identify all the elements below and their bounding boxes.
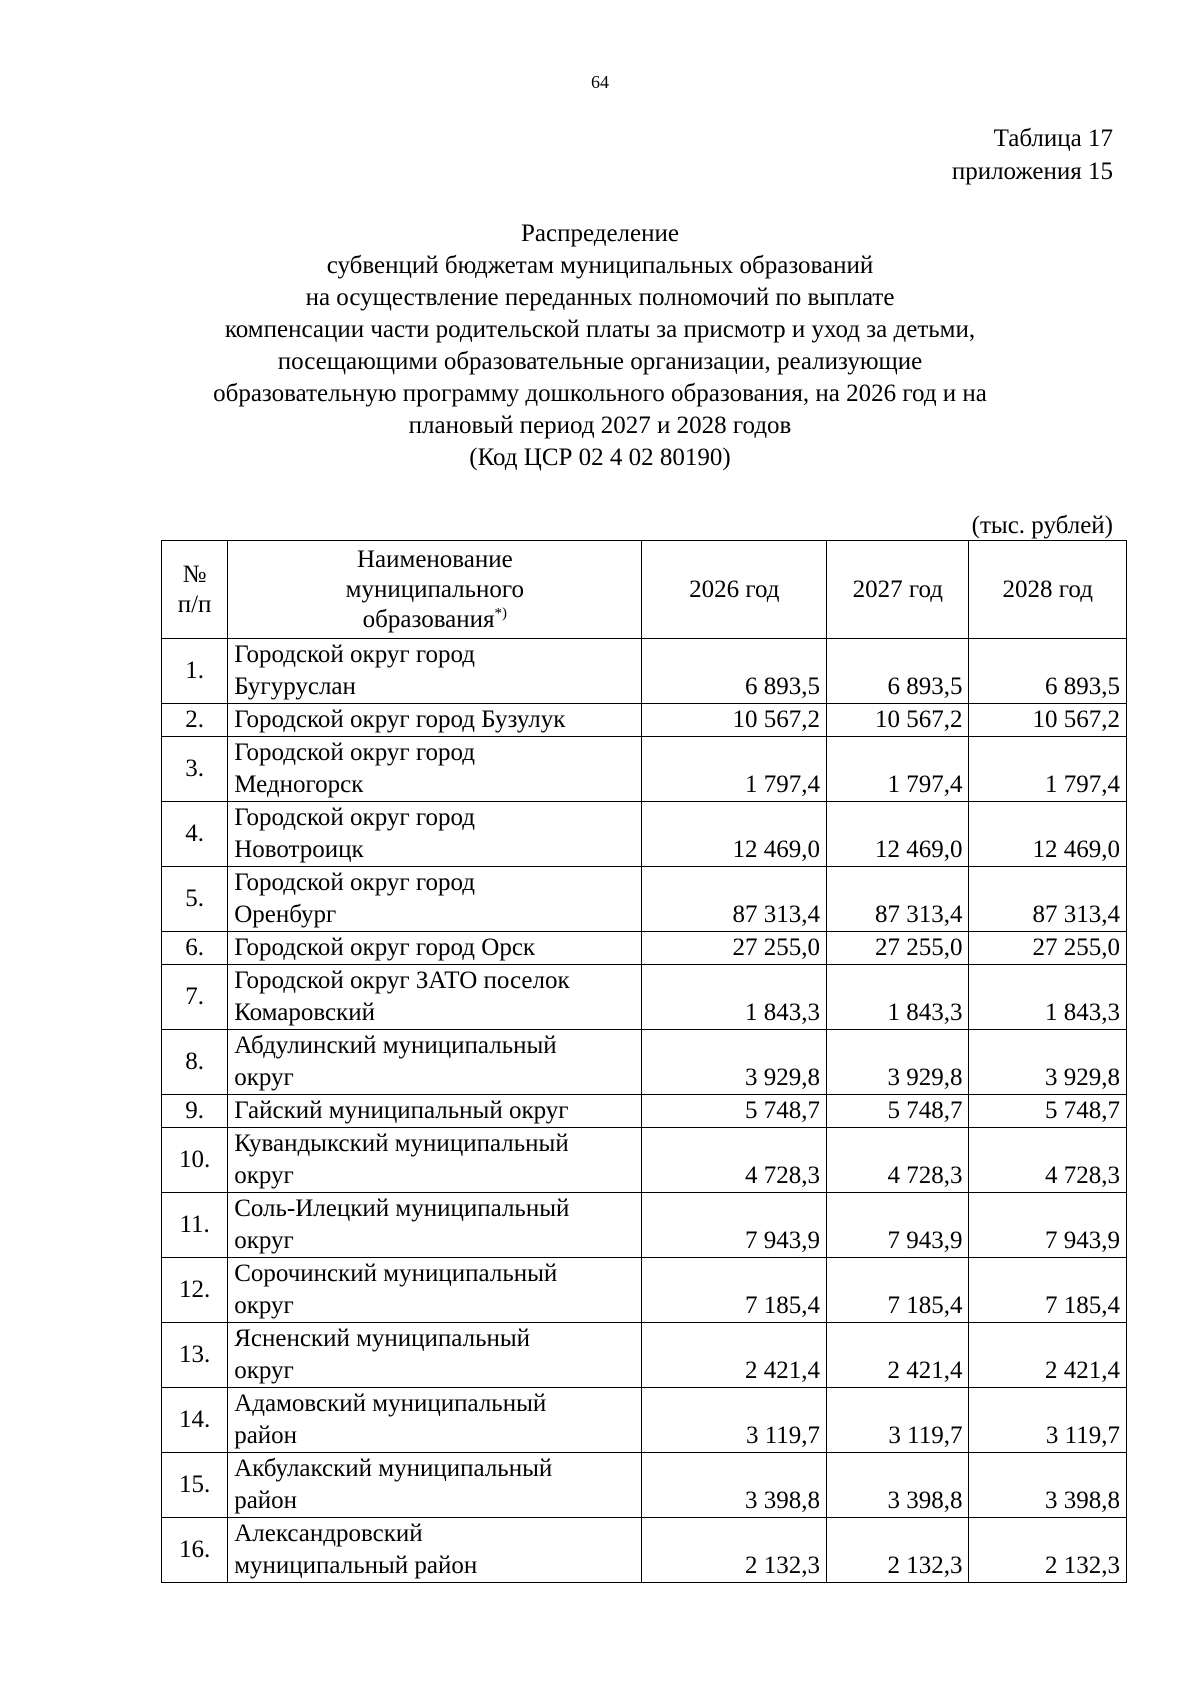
row-number: 1. bbox=[162, 639, 228, 704]
amount-2028: 6 893,5 bbox=[969, 639, 1127, 704]
municipality-name bbox=[228, 802, 642, 867]
table-row bbox=[162, 932, 1127, 965]
municipality-name-line: Сорочинский муниципальный bbox=[234, 1260, 558, 1287]
table-ref-line-1: Таблица 17 bbox=[993, 125, 1113, 152]
amount-2028: 7 185,4 bbox=[969, 1258, 1127, 1323]
amount-2026: 3 929,8 bbox=[642, 1030, 827, 1095]
municipality-name-line: Медногорск bbox=[234, 771, 364, 798]
row-number: 10. bbox=[162, 1128, 228, 1193]
table-row bbox=[162, 704, 1127, 737]
municipality-name bbox=[228, 1258, 642, 1323]
municipality-name-line: Городской округ город Орск bbox=[234, 934, 536, 961]
amount-2026: 2 421,4 bbox=[642, 1323, 827, 1388]
municipality-name-line: Ясненский муниципальный bbox=[234, 1325, 531, 1352]
amount-2028: 27 255,0 bbox=[969, 932, 1127, 965]
amount-2027: 7 185,4 bbox=[827, 1258, 969, 1323]
heading-line: (Код ЦСР 02 4 02 80190) bbox=[469, 444, 731, 471]
municipality-name bbox=[228, 965, 642, 1030]
row-number: 5. bbox=[162, 867, 228, 932]
municipality-name bbox=[228, 1095, 642, 1128]
amount-2028: 1 843,3 bbox=[969, 965, 1127, 1030]
amount-2027: 27 255,0 bbox=[827, 932, 969, 965]
footnote-marker: *) bbox=[494, 605, 508, 622]
amount-2026: 27 255,0 bbox=[642, 932, 827, 965]
table-row bbox=[162, 1453, 1127, 1518]
amount-2026: 2 132,3 bbox=[642, 1518, 827, 1583]
amount-2027: 2 132,3 bbox=[827, 1518, 969, 1583]
municipality-name bbox=[228, 867, 642, 932]
municipality-name-line: Городской округ город bbox=[234, 804, 476, 831]
header-name: Наименование муниципального образования*) bbox=[228, 541, 642, 639]
table-row bbox=[162, 639, 1127, 704]
municipality-name-line: Бугуруслан bbox=[234, 673, 356, 700]
table-body bbox=[162, 639, 1127, 1583]
amount-2027: 12 469,0 bbox=[827, 802, 969, 867]
heading-line: субвенций бюджетам муниципальных образований bbox=[326, 252, 874, 279]
municipality-name-line: Акбулакский муниципальный bbox=[234, 1455, 553, 1482]
table-ref-line-2: приложения 15 bbox=[951, 158, 1113, 185]
amount-2026: 1 797,4 bbox=[642, 737, 827, 802]
amount-2028: 10 567,2 bbox=[969, 704, 1127, 737]
amount-2028: 12 469,0 bbox=[969, 802, 1127, 867]
table-row bbox=[162, 1258, 1127, 1323]
table-row bbox=[162, 867, 1127, 932]
table-row bbox=[162, 1030, 1127, 1095]
municipality-name-line: Городской округ ЗАТО поселок bbox=[234, 967, 570, 994]
table-row bbox=[162, 1193, 1127, 1258]
amount-2027: 7 943,9 bbox=[827, 1193, 969, 1258]
municipality-name-line: Городской округ город Бузулук bbox=[234, 706, 566, 733]
table-row bbox=[162, 737, 1127, 802]
amount-2028: 5 748,7 bbox=[969, 1095, 1127, 1128]
municipality-name bbox=[228, 704, 642, 737]
municipality-name-line: Городской округ город bbox=[234, 869, 476, 896]
municipality-name-line: Оренбург bbox=[234, 901, 337, 928]
municipality-name bbox=[228, 639, 642, 704]
municipality-name-line: округ bbox=[234, 1292, 294, 1319]
municipality-name bbox=[228, 1453, 642, 1518]
table-reference bbox=[952, 122, 1113, 188]
municipality-name bbox=[228, 1388, 642, 1453]
amount-2027: 5 748,7 bbox=[827, 1095, 969, 1128]
amount-2028: 3 119,7 bbox=[969, 1388, 1127, 1453]
amount-2027: 6 893,5 bbox=[827, 639, 969, 704]
table-row bbox=[162, 1095, 1127, 1128]
row-number: 11. bbox=[162, 1193, 228, 1258]
units-label: (тыс. рублей) bbox=[971, 512, 1113, 539]
heading-line: на осуществление переданных полномочий по выплате bbox=[305, 284, 895, 311]
amount-2027: 10 567,2 bbox=[827, 704, 969, 737]
municipality-name-line: Александровский bbox=[234, 1520, 423, 1547]
amount-2028: 2 421,4 bbox=[969, 1323, 1127, 1388]
amount-2027: 2 421,4 bbox=[827, 1323, 969, 1388]
municipality-name-line: округ bbox=[234, 1357, 294, 1384]
table-header-row bbox=[162, 541, 1127, 639]
header-2027: 2027 год bbox=[827, 541, 969, 639]
municipality-name-line: Кувандыкский муниципальный bbox=[234, 1130, 569, 1157]
municipality-name-line: Соль-Илецкий муниципальный bbox=[234, 1195, 570, 1222]
amount-2028: 3 398,8 bbox=[969, 1453, 1127, 1518]
amount-2028: 2 132,3 bbox=[969, 1518, 1127, 1583]
amount-2027: 3 119,7 bbox=[827, 1388, 969, 1453]
row-number: 7. bbox=[162, 965, 228, 1030]
row-number: 16. bbox=[162, 1518, 228, 1583]
amount-2026: 12 469,0 bbox=[642, 802, 827, 867]
row-number: 6. bbox=[162, 932, 228, 965]
row-number: 4. bbox=[162, 802, 228, 867]
municipality-name-line: Гайский муниципальный округ bbox=[234, 1097, 569, 1124]
amount-2027: 4 728,3 bbox=[827, 1128, 969, 1193]
amount-2026: 10 567,2 bbox=[642, 704, 827, 737]
row-number: 2. bbox=[162, 704, 228, 737]
amount-2026: 3 119,7 bbox=[642, 1388, 827, 1453]
header-2028: 2028 год bbox=[969, 541, 1127, 639]
header-2026: 2026 год bbox=[642, 541, 827, 639]
amount-2026: 4 728,3 bbox=[642, 1128, 827, 1193]
heading-line: плановый период 2027 и 2028 годов bbox=[408, 412, 792, 439]
row-number: 13. bbox=[162, 1323, 228, 1388]
row-number: 9. bbox=[162, 1095, 228, 1128]
row-number: 3. bbox=[162, 737, 228, 802]
amount-2026: 1 843,3 bbox=[642, 965, 827, 1030]
amount-2026: 5 748,7 bbox=[642, 1095, 827, 1128]
amount-2028: 1 797,4 bbox=[969, 737, 1127, 802]
amount-2026: 7 943,9 bbox=[642, 1193, 827, 1258]
municipality-name bbox=[228, 737, 642, 802]
heading-line: Распределение bbox=[521, 220, 679, 247]
table-row bbox=[162, 802, 1127, 867]
amount-2026: 6 893,5 bbox=[642, 639, 827, 704]
page-number: 64 bbox=[591, 72, 609, 92]
distribution-table bbox=[161, 540, 1127, 1583]
municipality-name-line: муниципальный район bbox=[234, 1552, 478, 1579]
table-row bbox=[162, 1323, 1127, 1388]
amount-2026: 3 398,8 bbox=[642, 1453, 827, 1518]
header-number: № п/п bbox=[162, 541, 228, 639]
amount-2028: 3 929,8 bbox=[969, 1030, 1127, 1095]
amount-2028: 87 313,4 bbox=[969, 867, 1127, 932]
municipality-name-line: Новотроицк bbox=[234, 836, 364, 863]
municipality-name-line: Адамовский муниципальный bbox=[234, 1390, 547, 1417]
amount-2027: 3 398,8 bbox=[827, 1453, 969, 1518]
municipality-name-line: Комаровский bbox=[234, 999, 376, 1026]
municipality-name bbox=[228, 932, 642, 965]
heading-line: компенсации части родительской платы за присмотр и уход за детьми, bbox=[224, 316, 976, 343]
municipality-name bbox=[228, 1193, 642, 1258]
municipality-name-line: Городской округ город bbox=[234, 641, 476, 668]
amount-2027: 1 843,3 bbox=[827, 965, 969, 1030]
municipality-name-line: район bbox=[234, 1422, 298, 1449]
amount-2028: 7 943,9 bbox=[969, 1193, 1127, 1258]
amount-2027: 1 797,4 bbox=[827, 737, 969, 802]
heading-line: посещающими образовательные организации, реализующие bbox=[277, 348, 923, 375]
amount-2027: 3 929,8 bbox=[827, 1030, 969, 1095]
municipality-name bbox=[228, 1518, 642, 1583]
row-number: 15. bbox=[162, 1453, 228, 1518]
municipality-name-line: округ bbox=[234, 1064, 294, 1091]
table-row bbox=[162, 1518, 1127, 1583]
amount-2027: 87 313,4 bbox=[827, 867, 969, 932]
municipality-name bbox=[228, 1323, 642, 1388]
row-number: 14. bbox=[162, 1388, 228, 1453]
amount-2028: 4 728,3 bbox=[969, 1128, 1127, 1193]
municipality-name bbox=[228, 1030, 642, 1095]
amount-2026: 7 185,4 bbox=[642, 1258, 827, 1323]
municipality-name-line: Абдулинский муниципальный bbox=[234, 1032, 557, 1059]
heading-line: образовательную программу дошкольного образования, на 2026 год и на bbox=[213, 380, 987, 407]
municipality-name-line: Городской округ город bbox=[234, 739, 476, 766]
municipality-name-line: район bbox=[234, 1487, 298, 1514]
row-number: 12. bbox=[162, 1258, 228, 1323]
row-number: 8. bbox=[162, 1030, 228, 1095]
municipality-name-line: округ bbox=[234, 1227, 294, 1254]
municipality-name bbox=[228, 1128, 642, 1193]
document-heading bbox=[150, 218, 1050, 474]
table-row bbox=[162, 1388, 1127, 1453]
municipality-name-line: округ bbox=[234, 1162, 294, 1189]
table-row bbox=[162, 1128, 1127, 1193]
amount-2026: 87 313,4 bbox=[642, 867, 827, 932]
table-row bbox=[162, 965, 1127, 1030]
